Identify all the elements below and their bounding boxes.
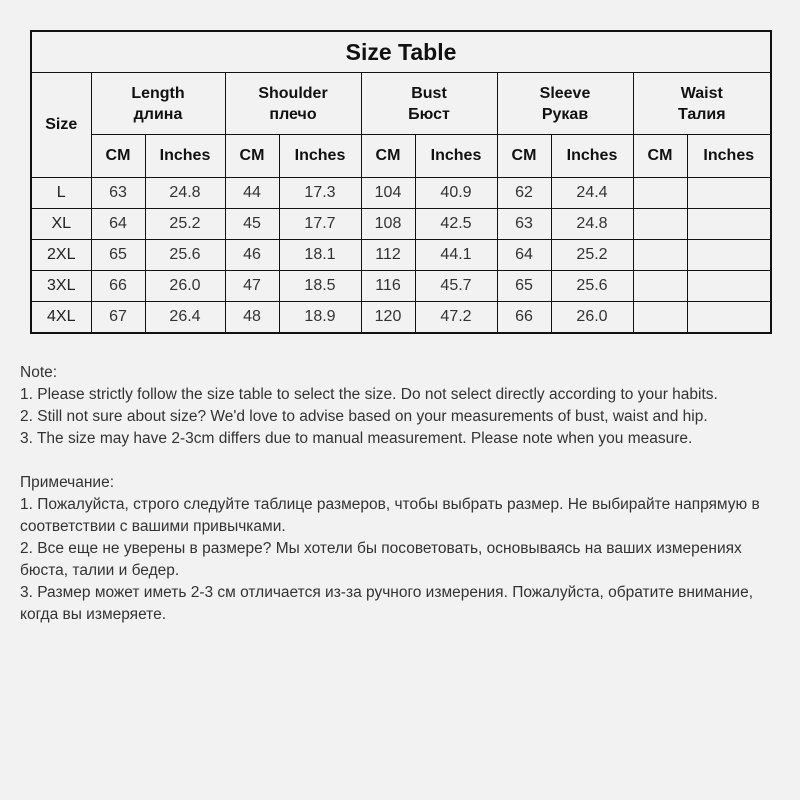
bust-header-ru: Бюст — [408, 105, 450, 123]
shoulder-cm-cell: 44 — [225, 178, 279, 209]
sleeve-in-cell: 25.2 — [551, 240, 633, 271]
waist-in-cell — [687, 178, 771, 209]
size-cell: 4XL — [31, 302, 91, 334]
table-title: Size Table — [31, 31, 771, 73]
length-in-cell: 24.8 — [145, 178, 225, 209]
size-cell: L — [31, 178, 91, 209]
sleeve-in-cell: 25.6 — [551, 271, 633, 302]
waist-in-cell — [687, 271, 771, 302]
bust-header-en: Bust — [411, 84, 447, 102]
notes-section — [20, 362, 790, 626]
shoulder-header — [225, 73, 361, 135]
size-column-header: Size — [31, 73, 91, 178]
table-row — [31, 178, 771, 209]
shoulder-in-cell: 17.7 — [279, 209, 361, 240]
table-row — [31, 240, 771, 271]
bust-cm-header: CM — [361, 135, 415, 178]
sleeve-cm-cell: 65 — [497, 271, 551, 302]
table-row — [31, 209, 771, 240]
length-header-en: Length — [131, 84, 185, 102]
bust-cm-cell: 108 — [361, 209, 415, 240]
shoulder-cm-cell: 46 — [225, 240, 279, 271]
shoulder-cm-header: CM — [225, 135, 279, 178]
length-inches-header: Inches — [145, 135, 225, 178]
length-header-ru: длина — [133, 105, 183, 123]
waist-cm-cell — [633, 209, 687, 240]
sleeve-cm-cell: 62 — [497, 178, 551, 209]
sleeve-cm-cell: 63 — [497, 209, 551, 240]
length-cm-cell: 67 — [91, 302, 145, 334]
bust-cm-cell: 104 — [361, 178, 415, 209]
length-cm-cell: 64 — [91, 209, 145, 240]
bust-inches-header: Inches — [415, 135, 497, 178]
length-cm-cell: 66 — [91, 271, 145, 302]
waist-cm-cell — [633, 178, 687, 209]
shoulder-in-cell: 18.5 — [279, 271, 361, 302]
bust-in-cell: 47.2 — [415, 302, 497, 334]
size-rows — [31, 178, 771, 334]
waist-header — [633, 73, 771, 135]
sleeve-in-cell: 26.0 — [551, 302, 633, 334]
shoulder-in-cell: 18.9 — [279, 302, 361, 334]
sleeve-cm-cell: 66 — [497, 302, 551, 334]
shoulder-cm-cell: 45 — [225, 209, 279, 240]
length-in-cell: 25.2 — [145, 209, 225, 240]
waist-cm-cell — [633, 271, 687, 302]
waist-cm-cell — [633, 240, 687, 271]
waist-header-ru: Талия — [677, 105, 726, 123]
bust-in-cell: 45.7 — [415, 271, 497, 302]
bust-header — [361, 73, 497, 135]
bust-cm-cell: 112 — [361, 240, 415, 271]
size-cell: 3XL — [31, 271, 91, 302]
sleeve-header — [497, 73, 633, 135]
length-header — [91, 73, 225, 135]
bust-cm-cell: 116 — [361, 271, 415, 302]
note-heading-ru: Примечание: — [20, 474, 115, 491]
note-heading-en: Note: — [20, 364, 58, 381]
sleeve-cm-header: CM — [497, 135, 551, 178]
length-cm-cell: 65 — [91, 240, 145, 271]
waist-cm-header: CM — [633, 135, 687, 178]
bust-cm-cell: 120 — [361, 302, 415, 334]
length-in-cell: 26.0 — [145, 271, 225, 302]
waist-in-cell — [687, 240, 771, 271]
table-row — [31, 271, 771, 302]
shoulder-header-en: Shoulder — [258, 84, 328, 102]
sleeve-in-cell: 24.4 — [551, 178, 633, 209]
note-item-en-1: 1. Please strictly follow the size table to select the size. Do not select directly according to your habits. — [20, 386, 718, 403]
waist-in-cell — [687, 302, 771, 334]
size-cell: 2XL — [31, 240, 91, 271]
note-item-ru-3: 3. Размер может иметь 2-3 см отличается из-за ручного измерения. Пожалуйста, обратите внимание, когда вы измеряете. — [20, 584, 754, 623]
bust-in-cell: 42.5 — [415, 209, 497, 240]
shoulder-inches-header: Inches — [279, 135, 361, 178]
note-item-ru-1: 1. Пожалуйста, строго следуйте таблице размеров, чтобы выбрать размер. Не выбирайте напрямую в соответствии с вашими привычками. — [20, 496, 760, 535]
shoulder-cm-cell: 48 — [225, 302, 279, 334]
length-in-cell: 26.4 — [145, 302, 225, 334]
shoulder-in-cell: 17.3 — [279, 178, 361, 209]
shoulder-header-ru: плечо — [269, 105, 317, 123]
size-cell: XL — [31, 209, 91, 240]
waist-in-cell — [687, 209, 771, 240]
sleeve-inches-header: Inches — [551, 135, 633, 178]
bust-in-cell: 40.9 — [415, 178, 497, 209]
sleeve-in-cell: 24.8 — [551, 209, 633, 240]
note-item-en-3: 3. The size may have 2-3cm differs due to manual measurement. Please note when you measure. — [20, 430, 693, 447]
notes-spacer — [20, 450, 790, 472]
waist-cm-cell — [633, 302, 687, 334]
shoulder-cm-cell: 47 — [225, 271, 279, 302]
length-cm-header: CM — [91, 135, 145, 178]
waist-inches-header: Inches — [687, 135, 771, 178]
note-item-en-2: 2. Still not sure about size? We'd love to advise based on your measurements of bust, waist and hip. — [20, 408, 708, 425]
sleeve-header-ru: Рукав — [541, 105, 589, 123]
shoulder-in-cell: 18.1 — [279, 240, 361, 271]
length-in-cell: 25.6 — [145, 240, 225, 271]
sleeve-header-en: Sleeve — [539, 84, 591, 102]
size-table — [30, 30, 772, 334]
sleeve-cm-cell: 64 — [497, 240, 551, 271]
note-item-ru-2: 2. Все еще не уверены в размере? Мы хотели бы посоветовать, основываясь на ваших измерениях бюста, талии и бедер. — [20, 540, 742, 579]
bust-in-cell: 44.1 — [415, 240, 497, 271]
table-row — [31, 302, 771, 334]
waist-header-en: Waist — [680, 84, 723, 102]
length-cm-cell: 63 — [91, 178, 145, 209]
